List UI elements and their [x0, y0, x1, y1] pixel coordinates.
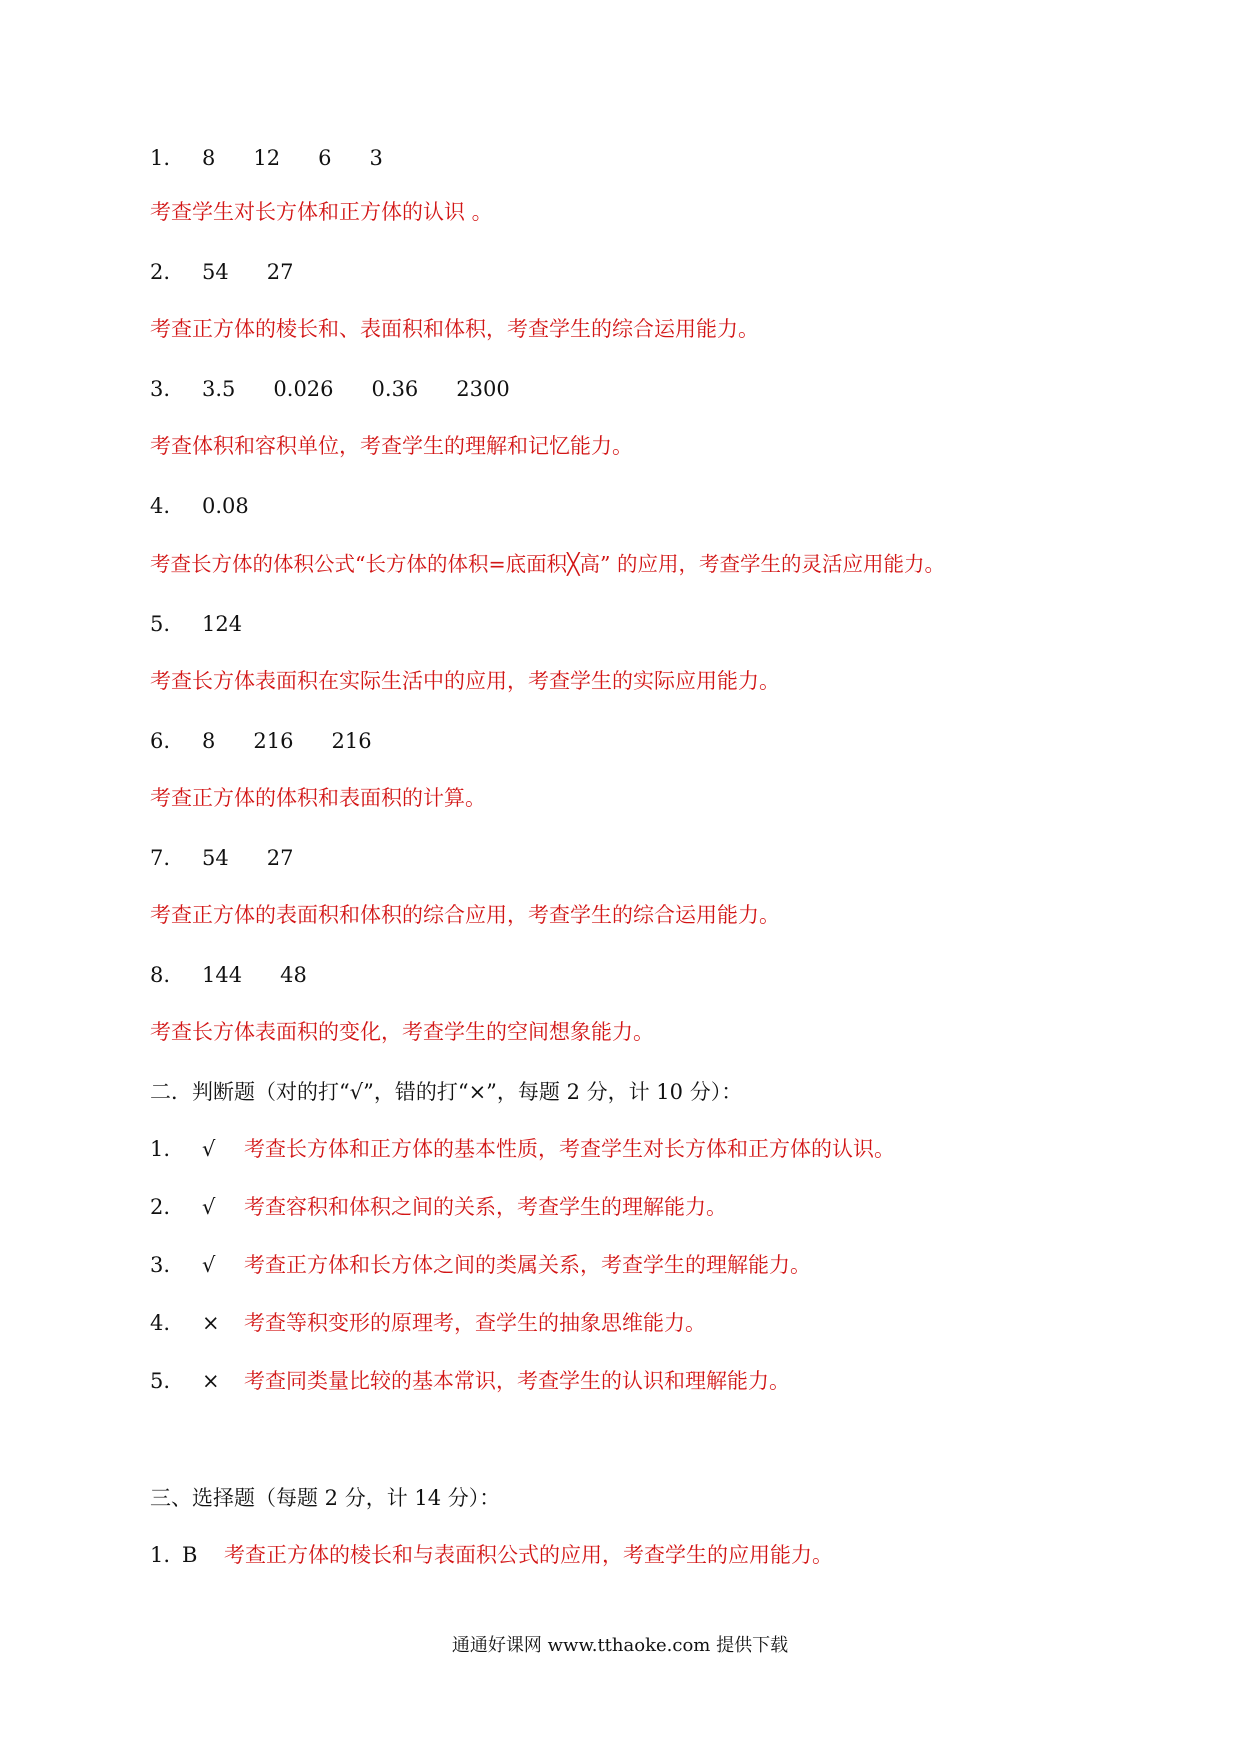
judge-item-2	[150, 1192, 1160, 1222]
fill-answer-4	[150, 491, 1160, 521]
fill-answer-1	[150, 143, 1160, 173]
answer-value: 6	[318, 146, 332, 170]
answer-value: 0.36	[371, 377, 419, 401]
fill-answer-7	[150, 843, 1160, 873]
choice-item-1	[150, 1540, 1160, 1570]
item-number: 7.	[150, 846, 171, 870]
answer-value: 27	[266, 260, 294, 284]
answer-value: 0.08	[202, 494, 249, 518]
answer-value: 27	[266, 846, 294, 870]
footer-credit: 通通好课网 www.tthaoke.com 提供下载	[451, 1635, 789, 1656]
choice-mark: B	[182, 1543, 198, 1567]
fill-answer-6	[150, 726, 1160, 756]
answer-value: 124	[202, 612, 243, 636]
judge-note: 考查长方体和正方体的基本性质，考查学生对长方体和正方体的认识。	[244, 1137, 895, 1161]
fill-note-2: 考查正方体的棱长和、表面积和体积，考查学生的综合运用能力。	[150, 317, 759, 341]
answer-value: 3	[369, 146, 383, 170]
judge-mark: ×	[202, 1311, 220, 1335]
choice-note: 考查正方体的棱长和与表面积公式的应用，考查学生的应用能力。	[224, 1543, 833, 1567]
judge-note: 考查同类量比较的基本常识，考查学生的认识和理解能力。	[244, 1369, 790, 1393]
fill-answer-5	[150, 609, 1160, 639]
fill-note-5: 考查长方体表面积在实际生活中的应用，考查学生的实际应用能力。	[150, 669, 780, 693]
fill-answer-8	[150, 960, 1160, 990]
judge-mark: √	[202, 1253, 216, 1277]
answer-value: 216	[331, 729, 372, 753]
judge-mark: √	[202, 1137, 216, 1161]
judge-mark: ×	[202, 1369, 220, 1393]
answer-value: 144	[202, 963, 243, 987]
answer-value: 216	[253, 729, 294, 753]
answer-value: 48	[280, 963, 307, 987]
item-number: 2.	[150, 260, 171, 284]
judge-item-5	[150, 1366, 1160, 1396]
judge-note: 考查正方体和长方体之间的类属关系，考查学生的理解能力。	[244, 1253, 811, 1277]
answer-value: 54	[202, 846, 229, 870]
answer-value: 3.5	[202, 377, 236, 401]
item-number: 5.	[150, 1369, 171, 1393]
judge-mark: √	[202, 1195, 216, 1219]
answer-value: 0.026	[273, 377, 334, 401]
item-number: 3.	[150, 1253, 171, 1277]
item-number: 6.	[150, 729, 171, 753]
fill-note-6: 考查正方体的体积和表面积的计算。	[150, 786, 486, 810]
answer-value: 8	[202, 146, 216, 170]
answer-value: 54	[202, 260, 229, 284]
fill-note-8: 考查长方体表面积的变化，考查学生的空间想象能力。	[150, 1020, 654, 1044]
item-number: 4.	[150, 1311, 171, 1335]
fill-note-7: 考查正方体的表面积和体积的综合应用，考查学生的综合运用能力。	[150, 903, 780, 927]
fill-note-4: 考查长方体的体积公式“长方体的体积=底面积╳高” 的应用，考查学生的灵活应用能力。	[150, 552, 945, 576]
answer-value: 8	[202, 729, 216, 753]
judge-item-3	[150, 1250, 1160, 1280]
item-number: 3.	[150, 377, 171, 401]
judge-note: 考查等积变形的原理考，查学生的抽象思维能力。	[244, 1311, 706, 1335]
answer-value: 12	[253, 146, 281, 170]
judge-item-4	[150, 1308, 1160, 1338]
judge-note: 考查容积和体积之间的关系，考查学生的理解能力。	[244, 1195, 727, 1219]
fill-note-1: 考查学生对长方体和正方体的认识 。	[150, 200, 493, 224]
fill-answer-2	[150, 257, 1160, 287]
item-number: 2.	[150, 1195, 171, 1219]
answer-value: 2300	[456, 377, 510, 401]
item-number: 8.	[150, 963, 171, 987]
section-2-heading: 二．判断题（对的打“√”，错的打“×”，每题 2 分，计 10 分）：	[150, 1080, 743, 1104]
item-number: 5.	[150, 612, 171, 636]
fill-note-3: 考查体积和容积单位，考查学生的理解和记忆能力。	[150, 434, 633, 458]
item-number: 4.	[150, 494, 171, 518]
fill-answer-3	[150, 374, 1160, 404]
judge-item-1	[150, 1134, 1160, 1164]
item-number: 1.	[150, 146, 171, 170]
section-3-heading: 三、选择题（每题 2 分，计 14 分）：	[150, 1486, 501, 1510]
item-number: 1.	[150, 1543, 171, 1567]
item-number: 1.	[150, 1137, 171, 1161]
